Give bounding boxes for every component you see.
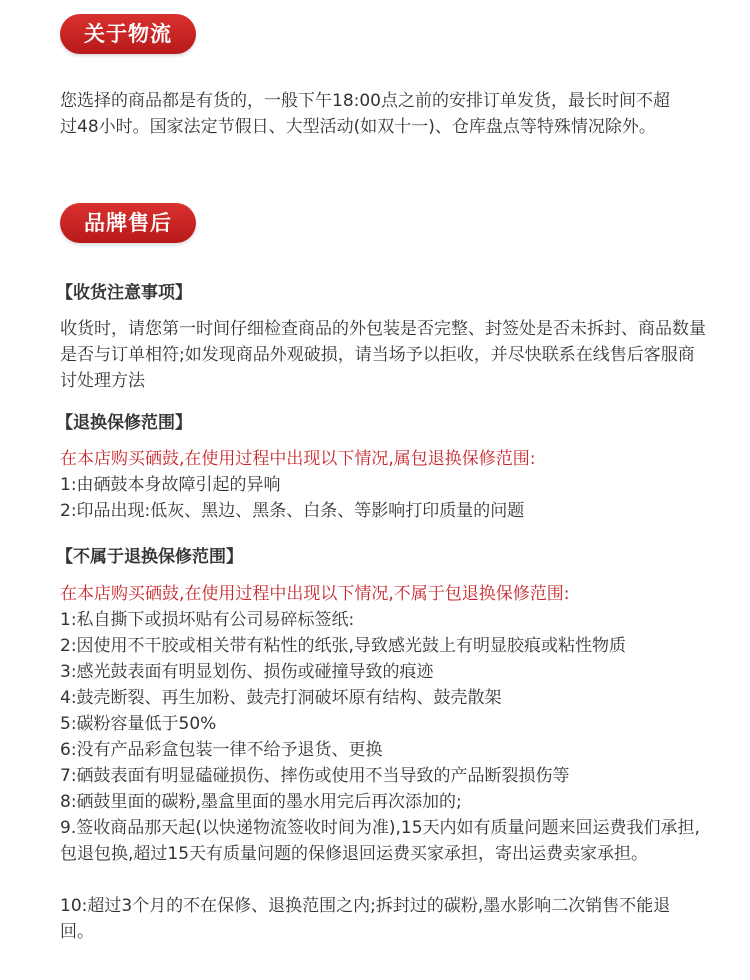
excluded-item: 1:私自撕下或损坏贴有公司易碎标签纸: [60,610,355,630]
warranty-scope-item: 2:印品出现:低灰、黑边、黑条、白条、等影响打印质量的问题 [60,501,525,521]
receiving-notice-heading: 【收货注意事项】 [56,283,192,303]
warranty-scope-heading: 【退换保修范围】 [56,413,192,433]
excluded-item: 7:硒鼓表面有明显磕碰损伤、摔伤或使用不当导致的产品断裂损伤等 [60,766,570,786]
excluded-scope-intro: 在本店购买硒鼓,在使用过程中出现以下情况,不属于包退换保修范围: [60,584,570,604]
warranty-scope-item: 1:由硒鼓本身故障引起的异响 [60,475,281,495]
excluded-item-return-shipping: 9.签收商品那天起(以快递物流签收时间为准),15天内如有质量问题来回运费我们承担,包退包换,超过15天有质量问题的保修退回运费买家承担，寄出运费卖家承担。 [60,818,700,864]
section-title-logistics: 关于物流 [60,14,196,54]
warranty-scope-intro: 在本店购买硒鼓,在使用过程中出现以下情况,属包退换保修范围: [60,449,536,469]
receiving-notice-text: 收货时，请您第一时间仔细检查商品的外包装是否完整、封签处是否未拆封、商品数量是否与订单相符;如发现商品外观破损，请当场予以拒收，并尽快联系在线售后客服商讨处理方法 [60,319,706,391]
excluded-item: 8:硒鼓里面的碳粉,墨盒里面的墨水用完后再次添加的; [60,792,462,812]
excluded-item: 6:没有产品彩盒包装一律不给予退货、更换 [60,740,383,760]
logistics-description: 您选择的商品都是有货的，一般下午18:00点之前的安排订单发货，最长时间不超过48小时。国家法定节假日、大型活动(如双十一)、仓库盘点等特殊情况除外。 [60,91,670,137]
excluded-item: 4:鼓壳断裂、再生加粉、鼓壳打洞破坏原有结构、鼓壳散架 [60,688,502,708]
excluded-item: 5:碳粉容量低于50% [60,714,217,734]
excluded-item: 3:感光鼓表面有明显划伤、损伤或碰撞导致的痕迹 [60,662,434,682]
section-title-after-sales: 品牌售后 [60,203,196,243]
excluded-scope-heading: 【不属于退换保修范围】 [56,547,243,567]
excluded-item-time-limit: 10:超过3个月的不在保修、退换范围之内;拆封过的碳粉,墨水影响二次销售不能退回。 [60,896,671,942]
excluded-item: 2:因使用不干胶或相关带有粘性的纸张,导致感光鼓上有明显胶痕或粘性物质 [60,636,626,656]
